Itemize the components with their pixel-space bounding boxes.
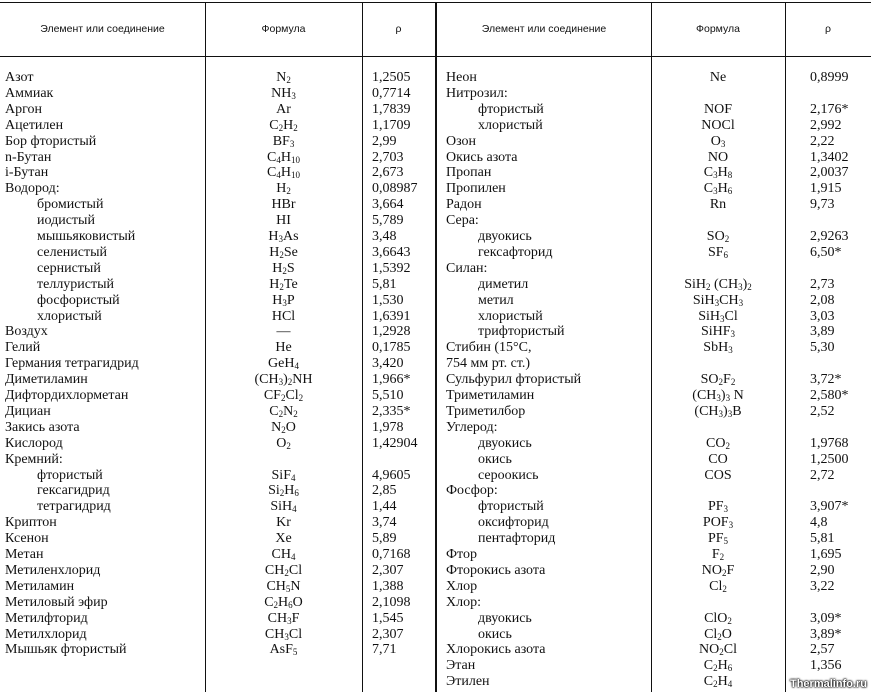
density-value: 2,22	[810, 133, 835, 149]
substance-name: Окись азота	[446, 149, 518, 165]
substance-name: бромистый	[37, 197, 104, 213]
substance-name: гексагидрид	[37, 483, 110, 499]
substance-name: окись	[478, 451, 512, 467]
substance-name: селенистый	[37, 244, 108, 260]
substance-name: Дициан	[5, 403, 51, 419]
chemical-formula: $NH_3$	[271, 85, 296, 101]
substance-name: Метан	[5, 547, 44, 562]
substance-name: Метиловый эфир	[5, 594, 108, 610]
density-value: 1,2505	[372, 70, 411, 85]
density-value: 2,73	[810, 276, 835, 292]
substance-name: Силан:	[446, 260, 488, 276]
chemical-formula: $C_4H_{10}$	[267, 165, 300, 181]
substance-name: Ацетилен	[5, 117, 64, 133]
substance-name: фтористый	[478, 101, 544, 117]
density-value: 3,907*	[810, 499, 849, 515]
substance-name: Аммиак	[5, 85, 54, 101]
substance-name: Неон	[446, 70, 477, 85]
density-value: 0,08987	[372, 181, 418, 197]
density-value: 2,1098	[372, 594, 411, 610]
substance-name: Пропан	[446, 165, 492, 181]
chemical-formula: $H_2$	[276, 181, 291, 197]
substance-name: Азот	[5, 70, 34, 85]
substance-name: Криптон	[5, 515, 57, 531]
density-value: 3,74	[372, 515, 397, 531]
density-value: 0,8999	[810, 70, 849, 85]
density-value	[372, 452, 434, 468]
chemical-formula: $SO_2$	[706, 229, 730, 244]
density-value: 3,420	[372, 356, 404, 372]
density-value: 2,307	[372, 626, 404, 642]
density-value: 1,44	[372, 499, 397, 515]
density-value: 2,0037	[810, 165, 849, 181]
chemical-formula: SiH$_2$ $(CH_3)_2$	[684, 276, 752, 292]
chemical-formula	[651, 483, 785, 499]
chemical-formula: $CO_2$	[706, 435, 730, 451]
substance-name: Хлор:	[446, 594, 481, 610]
density-value: 1,9768	[810, 435, 849, 451]
substance-name: Пропилен	[446, 181, 506, 197]
substance-name: Этан	[446, 658, 476, 674]
substance-name: Диметиламин	[5, 372, 88, 388]
chemical-formula: $CH_3F$	[267, 610, 300, 626]
density-value: 6,50*	[810, 244, 842, 260]
chemical-formula: $CH_5N$	[266, 578, 301, 594]
header-density-left: ρ	[395, 23, 402, 35]
chemical-formula: Ne	[709, 70, 727, 85]
chemical-formula: $(CH_3)_3$ N	[692, 388, 744, 403]
substance-name: Радон	[446, 197, 482, 213]
substance-name: тетрагидрид	[37, 499, 111, 515]
chemical-formula: Xe	[275, 531, 292, 547]
density-value	[810, 356, 870, 372]
density-value: 2,673	[372, 165, 404, 181]
chemical-formula: HBr	[271, 197, 296, 213]
chemical-formula: $CH_3Cl$	[264, 626, 303, 642]
chemical-formula: NO	[707, 149, 729, 165]
density-value: 3,22	[810, 578, 835, 594]
density-value: 2,72	[810, 467, 835, 483]
watermark: Thermalinfo.ru	[789, 678, 867, 690]
density-value: 3,48	[372, 229, 397, 244]
density-value: 2,992	[810, 117, 842, 133]
density-value: 0,1785	[372, 340, 411, 356]
chemical-formula: AsF$_5$	[269, 642, 298, 658]
substance-name: диметил	[478, 276, 529, 292]
chemical-formula: $PF_5$	[707, 531, 729, 547]
substance-name: метил	[478, 292, 514, 308]
density-value: 1,530	[372, 292, 404, 308]
density-value: 1,1709	[372, 117, 411, 133]
density-value: 1,3402	[810, 149, 849, 165]
density-value: 2,176*	[810, 101, 849, 117]
substance-name: окись	[478, 626, 512, 642]
chemical-formula: $SiH_3CH_3$	[692, 292, 744, 308]
density-value: 0,7714	[372, 85, 411, 101]
substance-name: Ксенон	[5, 531, 49, 547]
substance-name: Дифтордихлорметан	[5, 388, 129, 403]
substance-name: Водород:	[5, 181, 60, 197]
density-value: 1,388	[372, 578, 404, 594]
substance-name: фосфористый	[37, 292, 120, 308]
center-divider	[435, 2, 437, 692]
substance-name: двуокись	[478, 435, 532, 451]
density-value: 3,664	[372, 197, 404, 213]
substance-name: Метилхлорид	[5, 626, 87, 642]
substance-name: Аргон	[5, 101, 42, 117]
density-value: 1,7839	[372, 101, 411, 117]
header-element-left: Элемент или соединение	[40, 23, 165, 35]
density-value: 1,5392	[372, 260, 411, 276]
chemical-formula	[651, 86, 785, 102]
substance-name: Сера:	[446, 213, 479, 229]
chemical-formula: $C_4H_{10}$	[267, 149, 300, 165]
chemical-formula: $SF_6$	[707, 244, 729, 260]
substance-name: 754 мм рт. ст.)	[446, 356, 531, 372]
substance-name: Кремний:	[5, 451, 63, 467]
chemical-formula	[651, 595, 785, 611]
substance-name: пентафторид	[478, 531, 556, 547]
substance-name: Бор фтористый	[5, 133, 97, 149]
density-value: 3,89	[810, 324, 835, 340]
density-value	[810, 420, 870, 436]
chemical-formula: $PF_3$	[707, 499, 729, 515]
substance-name: Воздух	[5, 324, 48, 340]
density-value	[810, 86, 870, 102]
density-value: 1,2500	[810, 451, 849, 467]
chemical-formula: $H_3As$	[268, 229, 299, 244]
chemical-formula: SiH$_3$Cl	[698, 308, 738, 324]
substance-name: Гелий	[5, 340, 41, 356]
chemical-formula: $C_2H_6O$	[264, 594, 303, 610]
density-value	[810, 483, 870, 499]
density-value: 3,89*	[810, 626, 842, 642]
chemical-formula: COS	[704, 467, 732, 483]
density-value: 2,703	[372, 149, 404, 165]
header-formula-right: Формула	[696, 23, 740, 35]
chemical-formula: $N_2$	[276, 70, 291, 85]
chemical-formula: $BF_3$	[272, 133, 295, 149]
chemical-formula: $N_2O$	[271, 419, 296, 435]
chemical-formula: $H_2Te$	[269, 276, 298, 292]
substance-name: Метиленхлорид	[5, 562, 101, 578]
chemical-formula: $(CH_3)_2NH$	[254, 372, 313, 388]
chemical-formula: $C_2H_2$	[269, 117, 298, 133]
density-value: 1,966*	[372, 372, 411, 388]
substance-name: двуокись	[478, 610, 532, 626]
chemical-formula: $Cl_2$	[709, 578, 727, 594]
chemical-formula: $C_2H_4$	[703, 674, 733, 690]
chemical-formula: $Si_2H_6$	[268, 483, 299, 499]
chemical-formula: GeH$_4$	[268, 356, 299, 372]
substance-name: Озон	[446, 133, 477, 149]
density-value: 0,7168	[372, 547, 411, 562]
density-value: 1,2928	[372, 324, 411, 340]
substance-name: мышьяковистый	[37, 229, 136, 244]
chemical-formula: $SO_2F_2$	[700, 372, 736, 388]
chemical-formula: HCl	[271, 308, 296, 324]
density-value: 5,789	[372, 213, 404, 229]
chemical-formula: $F_2$	[711, 547, 725, 562]
density-value: 5,510	[372, 388, 404, 403]
chemical-formula: $(CH_3)_3B$	[694, 403, 742, 419]
density-value: 4,8	[810, 515, 828, 531]
chemical-formula: $CH_2Cl$	[264, 562, 303, 578]
density-value	[810, 595, 870, 611]
density-value: 7,71	[372, 642, 397, 658]
density-value: 3,09*	[810, 610, 842, 626]
chemical-formula: $C_3H_6$	[703, 181, 733, 197]
chemical-formula: $H_3P$	[272, 292, 295, 308]
substance-name: фтористый	[478, 499, 544, 515]
density-value: 2,08	[810, 292, 835, 308]
chemical-formula: $NO_2Cl$	[699, 642, 737, 658]
column-divider	[362, 2, 363, 692]
chemical-formula: CO	[708, 451, 728, 467]
substance-name: хлористый	[478, 117, 543, 133]
substance-name: Стибин (15°C,	[446, 340, 532, 356]
density-value: 3,72*	[810, 372, 842, 388]
chemical-formula	[651, 261, 785, 277]
header-element-right: Элемент или соединение	[481, 23, 607, 35]
density-value: 2,85	[372, 483, 397, 499]
substance-name: хлористый	[478, 308, 543, 324]
substance-name: Хлор	[446, 578, 478, 594]
substance-name: Фосфор:	[446, 483, 498, 499]
chemical-formula: HI	[276, 213, 291, 229]
density-value: 2,52	[810, 403, 835, 419]
substance-name: Триметилбор	[446, 403, 526, 419]
chemical-formula: $H_2Se$	[269, 244, 298, 260]
density-value: 1,545	[372, 610, 404, 626]
density-value: 2,9263	[810, 229, 849, 244]
substance-name: хлористый	[37, 308, 102, 324]
substance-name: Фторокись азота	[446, 562, 546, 578]
chemical-formula	[205, 452, 362, 468]
density-value: 3,03	[810, 308, 835, 324]
substance-name: Триметиламин	[446, 388, 535, 403]
chemical-formula: SbH$_3$	[703, 340, 733, 356]
chemical-formula: $O_3$	[710, 133, 726, 149]
substance-name: Германия тетрагидрид	[5, 356, 139, 372]
header-formula-left: Формула	[261, 23, 306, 35]
substance-name: Фтор	[446, 547, 477, 562]
density-value: 1,42904	[372, 435, 418, 451]
density-value: 5,30	[810, 340, 835, 356]
density-value: 1,915	[810, 181, 842, 197]
chemical-formula: $C_3H_8$	[703, 165, 733, 181]
chemical-formula: $O_2$	[276, 435, 291, 451]
density-value: 1,978	[372, 419, 404, 435]
substance-name: гексафторид	[478, 244, 553, 260]
substance-name: Хлорокись азота	[446, 642, 546, 658]
chemical-formula: ClO$_2$	[704, 610, 732, 626]
chemical-formula: Kr	[276, 515, 291, 531]
density-value: 9,73	[810, 197, 835, 213]
density-value: 1,356	[810, 658, 842, 674]
density-value: 1,695	[810, 547, 842, 562]
chemical-formula: SiHF$_3$	[700, 324, 736, 340]
density-value: 2,90	[810, 562, 835, 578]
chemical-formula: NOF	[703, 101, 732, 117]
substance-name: сероокись	[478, 467, 539, 483]
chemical-formula: Ar	[276, 101, 291, 117]
substance-name: двуокись	[478, 229, 532, 244]
density-value	[810, 261, 870, 277]
chemical-formula	[651, 420, 785, 436]
chemical-formula: —	[276, 324, 291, 340]
density-value: 1,6391	[372, 308, 411, 324]
substance-name: Метиламин	[5, 578, 75, 594]
chemical-formula: $H_2S$	[272, 260, 295, 276]
chemical-formula: $POF_3$	[702, 515, 734, 531]
chemical-formula: NOCl	[701, 117, 735, 133]
chemical-formula: SiH$_4$	[270, 499, 297, 515]
substance-name: теллуристый	[37, 276, 115, 292]
column-divider	[785, 2, 786, 692]
chemical-formula: $CF_2Cl_2$	[263, 388, 304, 403]
substance-name: фтористый	[37, 467, 103, 483]
chemical-formula	[651, 213, 785, 229]
chemical-formula: Rn	[709, 197, 727, 213]
substance-name: Метилфторид	[5, 610, 88, 626]
density-value: 4,9605	[372, 467, 411, 483]
chemical-formula: $NO_2F$	[701, 562, 735, 578]
substance-name: Мышьяк фтористый	[5, 642, 127, 658]
density-value: 2,307	[372, 562, 404, 578]
chemical-formula: $Cl_2O$	[704, 626, 732, 642]
substance-name: Этилен	[446, 674, 490, 690]
substance-name: Углерод:	[446, 419, 498, 435]
density-value: 5,89	[372, 531, 397, 547]
density-value: 3,6643	[372, 244, 411, 260]
substance-name: n-Бутан	[5, 149, 52, 165]
density-value: 2,57	[810, 642, 835, 658]
density-value: 5,81	[810, 531, 835, 547]
density-value: 2,99	[372, 133, 397, 149]
substance-name: оксифторид	[478, 515, 549, 531]
chemical-formula: $C_2H_6$	[703, 658, 733, 674]
substance-name: иодистый	[37, 213, 95, 229]
density-value: 5,81	[372, 276, 397, 292]
substance-name: Сульфурил фтористый	[446, 372, 582, 388]
substance-name: Нитрозил:	[446, 85, 508, 101]
density-value: 2,335*	[372, 403, 411, 419]
substance-name: трифтористый	[478, 324, 565, 340]
chemical-formula	[651, 356, 785, 372]
chemical-formula: SiF$_4$	[271, 467, 296, 483]
substance-name: сернистый	[37, 260, 101, 276]
substance-name: i-Бутан	[5, 165, 49, 181]
density-value: 2,580*	[810, 388, 849, 403]
density-value	[810, 213, 870, 229]
chemical-formula: $CH_4$	[271, 547, 296, 562]
substance-name: Закись азота	[5, 419, 80, 435]
chemical-formula: He	[275, 340, 292, 356]
header-density-right: ρ	[825, 23, 831, 35]
substance-name: Кислород	[5, 435, 63, 451]
chemical-formula: $C_2N_2$	[269, 403, 298, 419]
